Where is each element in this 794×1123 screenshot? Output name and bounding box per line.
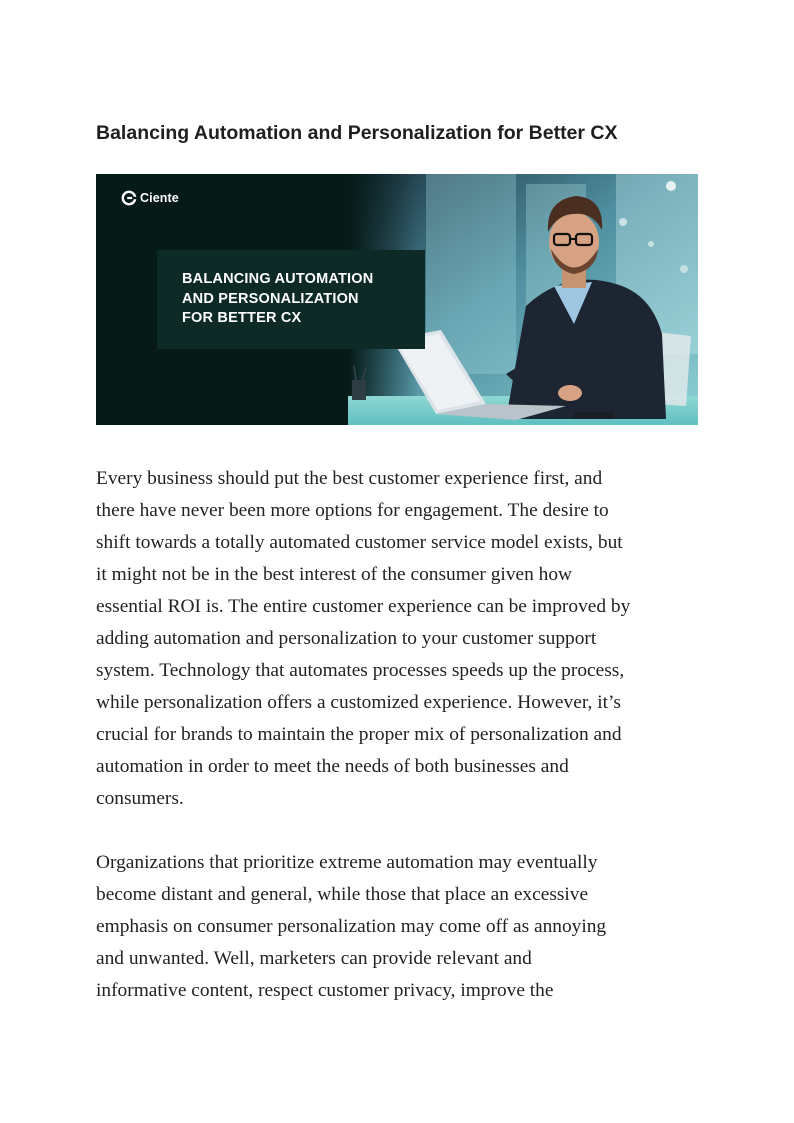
paragraph-line: emphasis on consumer personalization may come off as annoying	[96, 916, 607, 937]
paragraph-line: it might not be in the best interest of the consumer given how	[96, 564, 573, 585]
paragraph-line: and unwanted. Well, marketers can provide relevant and	[96, 948, 532, 969]
banner-headline	[157, 250, 425, 349]
paragraph-line: crucial for brands to maintain the proper mix of personalization and	[96, 724, 622, 745]
paragraph-line: essential ROI is. The entire customer experience can be improved by	[96, 596, 631, 617]
paragraph-line: shift towards a totally automated customer service model exists, but	[96, 532, 623, 553]
banner-image	[96, 174, 698, 425]
paragraph-intro	[96, 463, 708, 815]
article-title: Balancing Automation and Personalization for Better CX	[96, 122, 618, 144]
brand-name: Ciente	[140, 191, 179, 205]
paragraph-line: there have never been more options for engagement. The desire to	[96, 500, 609, 521]
paragraph-line: Organizations that prioritize extreme automation may eventually	[96, 852, 598, 873]
paragraph-line: adding automation and personalization to your customer support	[96, 628, 597, 649]
banner-headline-line: FOR BETTER CX	[182, 310, 302, 326]
paragraph-line: informative content, respect customer privacy, improve the	[96, 980, 554, 1001]
paragraph-balance	[96, 847, 708, 1007]
ciente-logo-icon	[121, 190, 137, 206]
banner-headline-line: AND PERSONALIZATION	[182, 290, 359, 307]
ciente-logo	[121, 190, 179, 206]
paragraph-line: while personalization offers a customized experience. However, it’s	[96, 692, 621, 713]
banner-headline-line: BALANCING AUTOMATION	[182, 271, 374, 287]
paragraph-line: become distant and general, while those that place an excessive	[96, 884, 589, 905]
paragraph-line: Every business should put the best customer experience first, and	[96, 468, 603, 489]
paragraph-line: system. Technology that automates processes speeds up the process,	[96, 660, 625, 681]
paragraph-line: automation in order to meet the needs of both businesses and	[96, 756, 569, 777]
paragraph-line: consumers.	[96, 788, 184, 809]
